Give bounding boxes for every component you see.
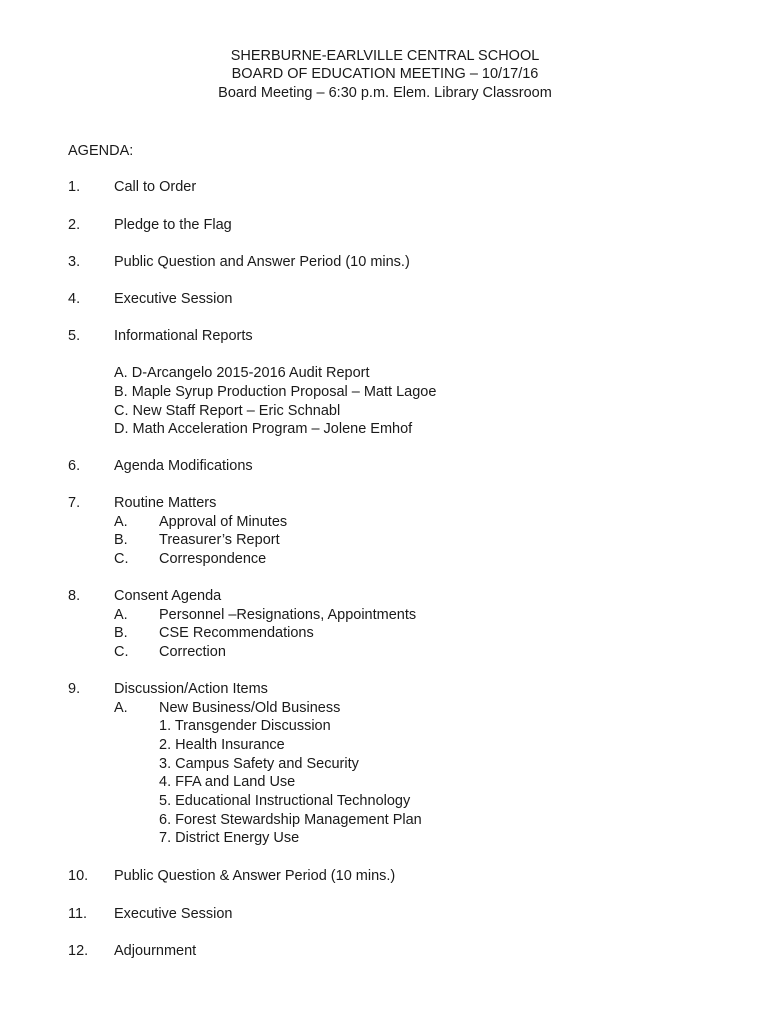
- sub-item-letter: B.: [114, 625, 128, 641]
- item-label: Discussion/Action Items: [114, 681, 268, 697]
- sub-item-label: Treasurer’s Report: [159, 532, 280, 548]
- topic-item: 4. FFA and Land Use: [159, 774, 296, 790]
- item-number: 12.: [68, 943, 89, 959]
- item-label: Consent Agenda: [114, 588, 222, 604]
- sub-item-label: Correction: [159, 644, 226, 660]
- agenda-label: AGENDA:: [68, 143, 134, 159]
- item-label: Executive Session: [114, 906, 233, 922]
- school-name: SHERBURNE-EARLVILLE CENTRAL SCHOOL: [230, 48, 540, 64]
- item-label: Pledge to the Flag: [114, 217, 232, 233]
- item-label: Call to Order: [114, 179, 197, 195]
- item-number: 2.: [68, 217, 81, 233]
- item-number: 4.: [68, 291, 81, 307]
- report-item: B. Maple Syrup Production Proposal – Matt Lagoe: [114, 384, 437, 400]
- topic-item: 2. Health Insurance: [159, 737, 285, 753]
- sub-item-letter: A.: [114, 700, 128, 716]
- item-number: 8.: [68, 588, 81, 604]
- item-label: Public Question and Answer Period (10 mins.): [114, 254, 410, 270]
- item-number: 1.: [68, 179, 81, 195]
- topic-item: 6. Forest Stewardship Management Plan: [159, 812, 422, 828]
- item-label: Adjournment: [114, 943, 197, 959]
- topic-item: 3. Campus Safety and Security: [159, 756, 359, 772]
- item-number: 7.: [68, 495, 81, 511]
- item-number: 9.: [68, 681, 81, 697]
- sub-item-letter: B.: [114, 532, 128, 548]
- sub-item-label: Personnel –Resignations, Appointments: [159, 607, 417, 623]
- item-number: 6.: [68, 458, 81, 474]
- meeting-time-location: Board Meeting – 6:30 p.m. Elem. Library Classroom: [218, 85, 552, 101]
- item-number: 10.: [68, 868, 89, 884]
- sub-item-letter: A.: [114, 514, 128, 530]
- item-label: Executive Session: [114, 291, 233, 307]
- sub-item-label: New Business/Old Business: [159, 700, 341, 716]
- item-label: Agenda Modifications: [114, 458, 253, 474]
- topic-item: 7. District Energy Use: [159, 830, 300, 846]
- sub-item-letter: A.: [114, 607, 128, 623]
- sub-item-label: CSE Recommendations: [159, 625, 314, 641]
- sub-item-letter: C.: [114, 551, 129, 567]
- item-label: Routine Matters: [114, 495, 217, 511]
- sub-item-label: Approval of Minutes: [159, 514, 288, 530]
- sub-item-label: Correspondence: [159, 551, 267, 567]
- report-item: D. Math Acceleration Program – Jolene Emhof: [114, 421, 413, 437]
- meeting-title: BOARD OF EDUCATION MEETING – 10/17/16: [231, 66, 539, 82]
- item-number: 5.: [68, 328, 81, 344]
- item-number: 3.: [68, 254, 81, 270]
- report-item: C. New Staff Report – Eric Schnabl: [114, 403, 341, 419]
- report-item: A. D-Arcangelo 2015-2016 Audit Report: [114, 365, 370, 381]
- item-number: 11.: [68, 906, 88, 922]
- topic-item: 5. Educational Instructional Technology: [159, 793, 411, 809]
- item-label: Public Question & Answer Period (10 mins.): [114, 868, 396, 884]
- item-label: Informational Reports: [114, 328, 253, 344]
- topic-item: 1. Transgender Discussion: [159, 718, 331, 734]
- sub-item-letter: C.: [114, 644, 129, 660]
